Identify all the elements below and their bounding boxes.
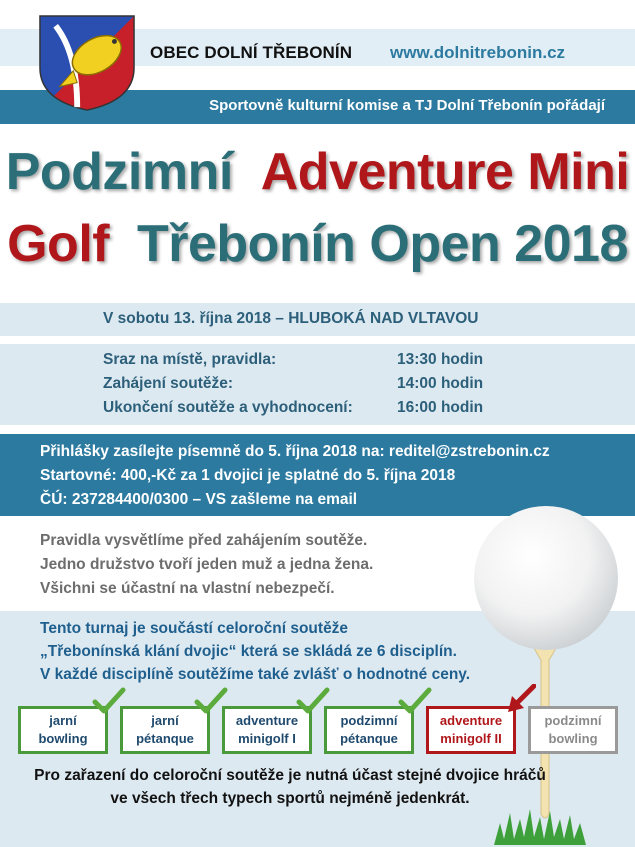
schedule-time: 13:30 hodin (397, 351, 484, 368)
checkmark-icon (398, 686, 432, 716)
discipline-line1: adventure (439, 713, 503, 728)
series-info-line: V každé disciplíně soutěžíme také zvlášť o hodnotné ceny. (40, 666, 471, 683)
discipline-line1: podzimní (340, 713, 398, 728)
rules-line: Pravidla vysvětlíme před zahájením soutěže. (40, 532, 368, 549)
website-link[interactable]: www.dolnitrebonin.cz (390, 43, 566, 62)
golf-ball-illustration (474, 506, 618, 650)
series-info-line: „Třebonínská klání dvojic“ která se skládá ze 6 disciplín. (40, 643, 457, 660)
checkmark-icon (194, 686, 228, 716)
schedule-time: 16:00 hodin (397, 399, 484, 416)
schedule-label: Sraz na místě, pravidla: (103, 351, 277, 368)
schedule-label: Zahájení soutěže: (103, 375, 234, 392)
rules-line: Jedno družstvo tvoří jeden muž a jedna žena. (40, 556, 374, 573)
title-word-trebonin-open: Třebonín Open 2018 (137, 215, 628, 273)
discipline-line2: minigolf I (238, 731, 296, 746)
title-word-adventure-mini: Adventure Mini (260, 143, 630, 201)
final-note-line: ve všech třech typech sportů nejméně jedenkrát. (110, 790, 470, 807)
discipline-line1: podzimní (544, 713, 602, 728)
registration-line: ČÚ: 237284400/0300 – VS zašleme na email (40, 491, 358, 508)
discipline-line2: pétanque (136, 731, 194, 746)
rules-line: Všichni se účastní na vlastní nebezpečí. (40, 580, 335, 597)
discipline-line1: jarní (151, 713, 179, 728)
organizers-text: Sportovně kulturní komise a TJ Dolní Třebonín pořádají (209, 97, 605, 114)
checkmark-icon (92, 686, 126, 716)
title-word-golf: Golf (7, 215, 110, 273)
title-word-podzimni: Podzimní (5, 143, 233, 201)
registration-line: Přihlášky zasílejte písemně do 5. října 2018 na: reditel@zstrebonin.cz (40, 443, 550, 460)
grass-illustration (494, 805, 586, 845)
title-line-1 (0, 142, 635, 202)
series-info-line: Tento turnaj je součástí celoroční soutěže (40, 620, 349, 637)
organization-name: OBEC DOLNÍ TŘEBONÍN (150, 43, 353, 62)
event-date-place: V sobotu 13. října 2018 – HLUBOKÁ NAD VLTAVOU (103, 310, 479, 327)
coat-of-arms-logo (38, 14, 136, 112)
discipline-line2: pétanque (340, 731, 398, 746)
schedule-time: 14:00 hodin (397, 375, 484, 392)
discipline-box-upcoming (528, 706, 618, 754)
discipline-line1: jarní (49, 713, 77, 728)
title-line-2 (0, 214, 635, 274)
checkmark-icon (296, 686, 330, 716)
arrow-pointer-icon (506, 684, 536, 714)
discipline-line1: adventure (235, 713, 299, 728)
discipline-line2: bowling (548, 731, 598, 746)
registration-line: Startovné: 400,-Kč za 1 dvojici je splatné do 5. října 2018 (40, 467, 456, 484)
discipline-line2: bowling (38, 731, 88, 746)
discipline-line2: minigolf II (440, 731, 502, 746)
final-note-line: Pro zařazení do celoroční soutěže je nutná účast stejné dvojice hráčů (34, 767, 546, 784)
discipline-box-current (426, 706, 516, 754)
schedule-label: Ukončení soutěže a vyhodnocení: (103, 399, 353, 416)
